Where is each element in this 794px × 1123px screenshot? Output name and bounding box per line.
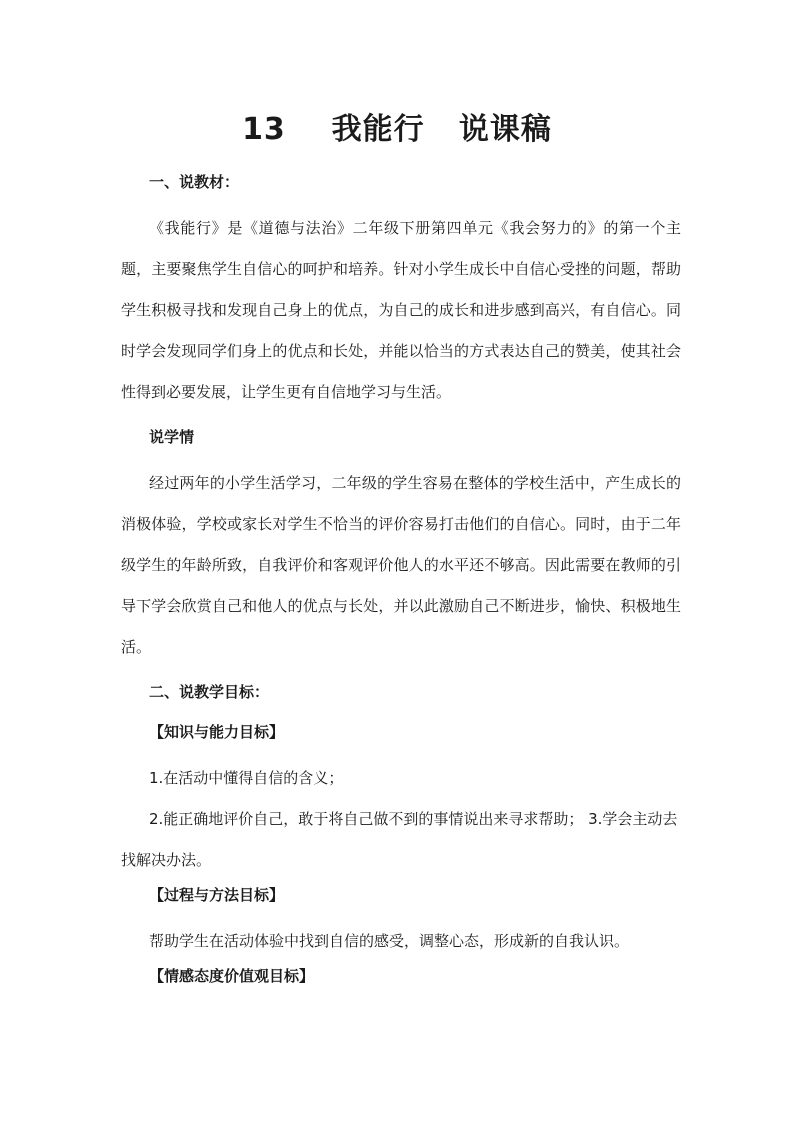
goal-heading-attitude: 【情感态度价值观目标】 — [149, 967, 315, 985]
section-heading-students: 说学情 — [149, 428, 195, 446]
paragraph-students: 经过两年的小学生活学习，二年级的学生容易在整体的学校生活中，产生成长的消极体验，学校或家长对学生不恰当的评价容易打击他们的自信心。同时，由于二年级学生的年龄所致，自我评价和客观评价他人的水平还不够高。因此需要在教师的引导下学会欣赏自己和他人的优点与长处，并以此激励自己不断进步，愉快、积极地生活。 — [121, 474, 681, 656]
page-title: 13 我能行 说课稿 — [242, 112, 552, 147]
goal-heading-knowledge: 【知识与能力目标】 — [149, 723, 285, 741]
document-body — [121, 168, 681, 1002]
section-heading-goals: 二、说教学目标： — [149, 683, 270, 701]
goal-heading-process: 【过程与方法目标】 — [149, 886, 285, 904]
paragraph-textbook: 《我能行》是《道德与法治》二年级下册第四单元《我会努力的》的第一个主题，主要聚焦学生自信心的呵护和培养。针对小学生成长中自信心受挫的问题，帮助学生积极寻找和发现自己身上的优点，为自己的成长和进步感到高兴，有自信心。同时学会发现同学们身上的优点和长处，并能以恰当的方式表达自己的赞美，使其社会性得到必要发展，让学生更有自信地学习与生活。 — [121, 219, 681, 401]
goal-item: 2.能正确地评价自己，敢于将自己做不到的事情说出来寻求帮助； 3.学会主动去找解决办法。 — [121, 810, 678, 869]
section-heading-textbook: 一、说教材： — [149, 173, 240, 191]
goal-item: 1.在活动中懂得自信的含义； — [149, 769, 344, 787]
goal-item: 帮助学生在活动体验中找到自信的感受，调整心态，形成新的自我认识。 — [149, 932, 630, 950]
